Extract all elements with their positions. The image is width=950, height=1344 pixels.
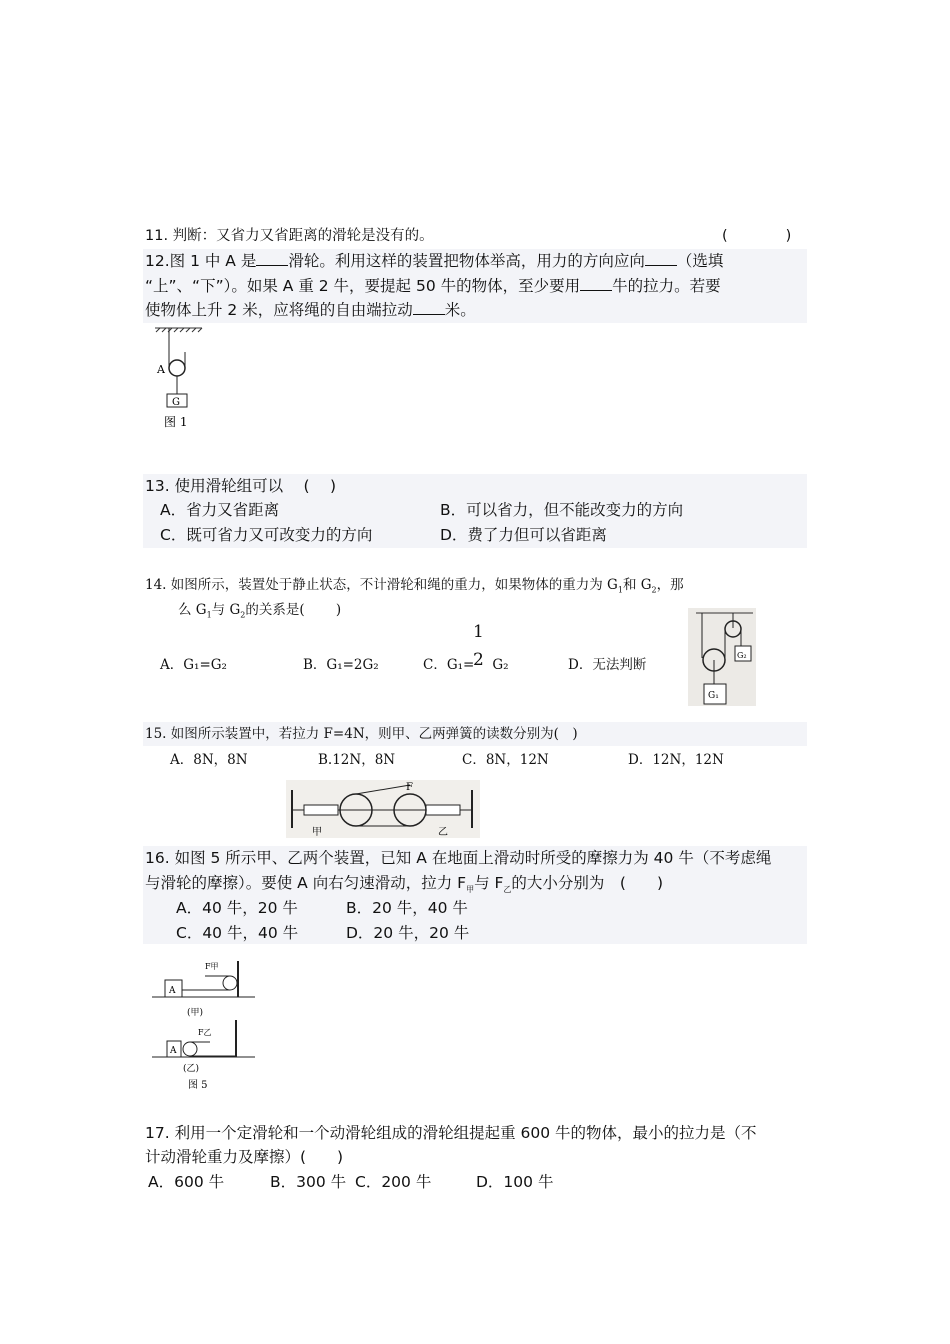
label-f-jia: F甲: [205, 962, 219, 971]
answer-blank[interactable]: [413, 300, 445, 315]
q16-line1: 16. 如图 5 所示甲、乙两个装置，已知 A 在地面上滑动时所受的摩擦力为 40 牛（不考虑绳: [145, 849, 772, 867]
q12-text: （选填: [676, 252, 724, 270]
q16-text: 与滑轮的摩擦）。要使 A 向右匀速滑动，拉力 F: [145, 874, 467, 892]
label-g1: G₁: [708, 691, 719, 701]
q17-line1: 17. 利用一个定滑轮和一个动滑轮组成的滑轮组提起重 600 牛的物体，最小的拉力是（不: [145, 1124, 757, 1142]
q12-text: “上”、“下”）。如果 A 重 2 牛，要提起 50 牛的物体，至少要用: [145, 277, 581, 295]
label-g2: G₂: [737, 651, 747, 660]
q12-text: 滑轮。利用这样的装置把物体举高，用力的方向应向: [288, 252, 645, 270]
q12-text: 牛的拉力。若要: [612, 277, 721, 295]
fraction-denominator: 2: [473, 650, 484, 670]
option-d[interactable]: D．费了力但可以省距离: [440, 526, 607, 544]
q14-text: ，那: [656, 577, 684, 593]
option-d[interactable]: D．无法判断: [568, 657, 647, 673]
option-a[interactable]: A．600 牛: [148, 1173, 225, 1191]
label-g: G: [172, 397, 180, 408]
q17-line2: 计动滑轮重力及摩擦）( ): [145, 1148, 344, 1166]
q16-line2: [145, 873, 663, 900]
q14-line1: [145, 575, 684, 601]
subscript: 2: [651, 585, 657, 595]
option-b[interactable]: B．可以省力，但不能改变力的方向: [440, 501, 684, 519]
option-c[interactable]: [423, 655, 509, 675]
option-b[interactable]: B．G₁=2G₂: [303, 657, 379, 673]
fraction-numerator: 1: [473, 622, 484, 642]
figure-caption: 图 5: [188, 1080, 208, 1091]
answer-blank[interactable]: [645, 251, 677, 266]
figure-spring-pulleys: [286, 780, 480, 838]
label-f: F: [406, 782, 413, 793]
figure-1-pulley: [150, 322, 210, 432]
q14-text: 么 G: [178, 602, 207, 618]
option-c-text: G₂: [492, 657, 509, 673]
block-a: A: [170, 1046, 177, 1056]
option-c[interactable]: C．8N，12N: [462, 752, 549, 768]
label-yi: 乙: [438, 827, 448, 838]
q14-text: 的关系是( ): [245, 602, 342, 618]
figure-pulley-system: [688, 608, 756, 706]
q12-text: 12.图 1 中 A 是: [145, 252, 257, 270]
caption-yi: (乙): [183, 1064, 200, 1074]
q11-text: 11. 判断：又省力又省距离的滑轮是没有的。: [145, 228, 434, 244]
figure-caption: 图 1: [164, 415, 188, 429]
q12-line1: [145, 251, 723, 271]
q12-text: 使物体上升 2 米，应将绳的自由端拉动: [145, 301, 413, 319]
q14-text: 和 G: [622, 577, 652, 593]
option-a[interactable]: A．40 牛，20 牛: [176, 899, 298, 917]
q14-line2: [178, 600, 341, 626]
subscript: 2: [240, 610, 246, 620]
q14-text: 与 G: [211, 602, 241, 618]
subscript: 乙: [503, 885, 512, 895]
option-c[interactable]: C．200 牛: [355, 1173, 432, 1191]
q16-text: 的大小分别为 ( ): [511, 874, 664, 892]
option-b[interactable]: B.12N，8N: [318, 752, 396, 768]
option-a[interactable]: A．省力又省距离: [160, 501, 280, 519]
q12-line3: [145, 300, 476, 320]
option-c[interactable]: C．既可省力又可改变力的方向: [160, 526, 373, 544]
figure-5: [150, 955, 260, 1095]
q12-text: 米。: [444, 301, 476, 319]
option-b[interactable]: B．20 牛，40 牛: [346, 899, 468, 917]
option-d[interactable]: D．100 牛: [476, 1173, 554, 1191]
subscript: 甲: [466, 885, 475, 895]
subscript: 1: [617, 585, 623, 595]
caption-jia: (甲): [187, 1008, 204, 1018]
option-a[interactable]: A．G₁=G₂: [160, 657, 227, 673]
q14-text: 14. 如图所示，装置处于静止状态，不计滑轮和绳的重力，如果物体的重力为 G: [145, 577, 618, 593]
q12-line2: [145, 276, 721, 296]
q13-stem: 13. 使用滑轮组可以 ( ): [145, 477, 337, 495]
block-a: A: [169, 986, 176, 996]
option-c[interactable]: C．40 牛，40 牛: [176, 924, 299, 942]
label-f-yi: F乙: [198, 1028, 212, 1037]
option-d[interactable]: D．20 牛，20 牛: [346, 924, 470, 942]
answer-blank[interactable]: [256, 251, 288, 266]
q11-answer-paren: ( ): [722, 228, 792, 244]
subscript: 1: [206, 610, 212, 620]
label-jia: 甲: [312, 827, 322, 838]
option-d[interactable]: D．12N，12N: [628, 752, 724, 768]
option-b[interactable]: B．300 牛: [270, 1173, 347, 1191]
option-c-text: C．G₁=: [423, 657, 475, 673]
q16-text: 与 F: [474, 874, 504, 892]
option-a[interactable]: A．8N，8N: [170, 752, 248, 768]
label-a: A: [157, 363, 165, 376]
q15-stem: 15. 如图所示装置中，若拉力 F=4N，则甲、乙两弹簧的读数分别为( ): [145, 726, 578, 742]
answer-blank[interactable]: [580, 276, 612, 291]
